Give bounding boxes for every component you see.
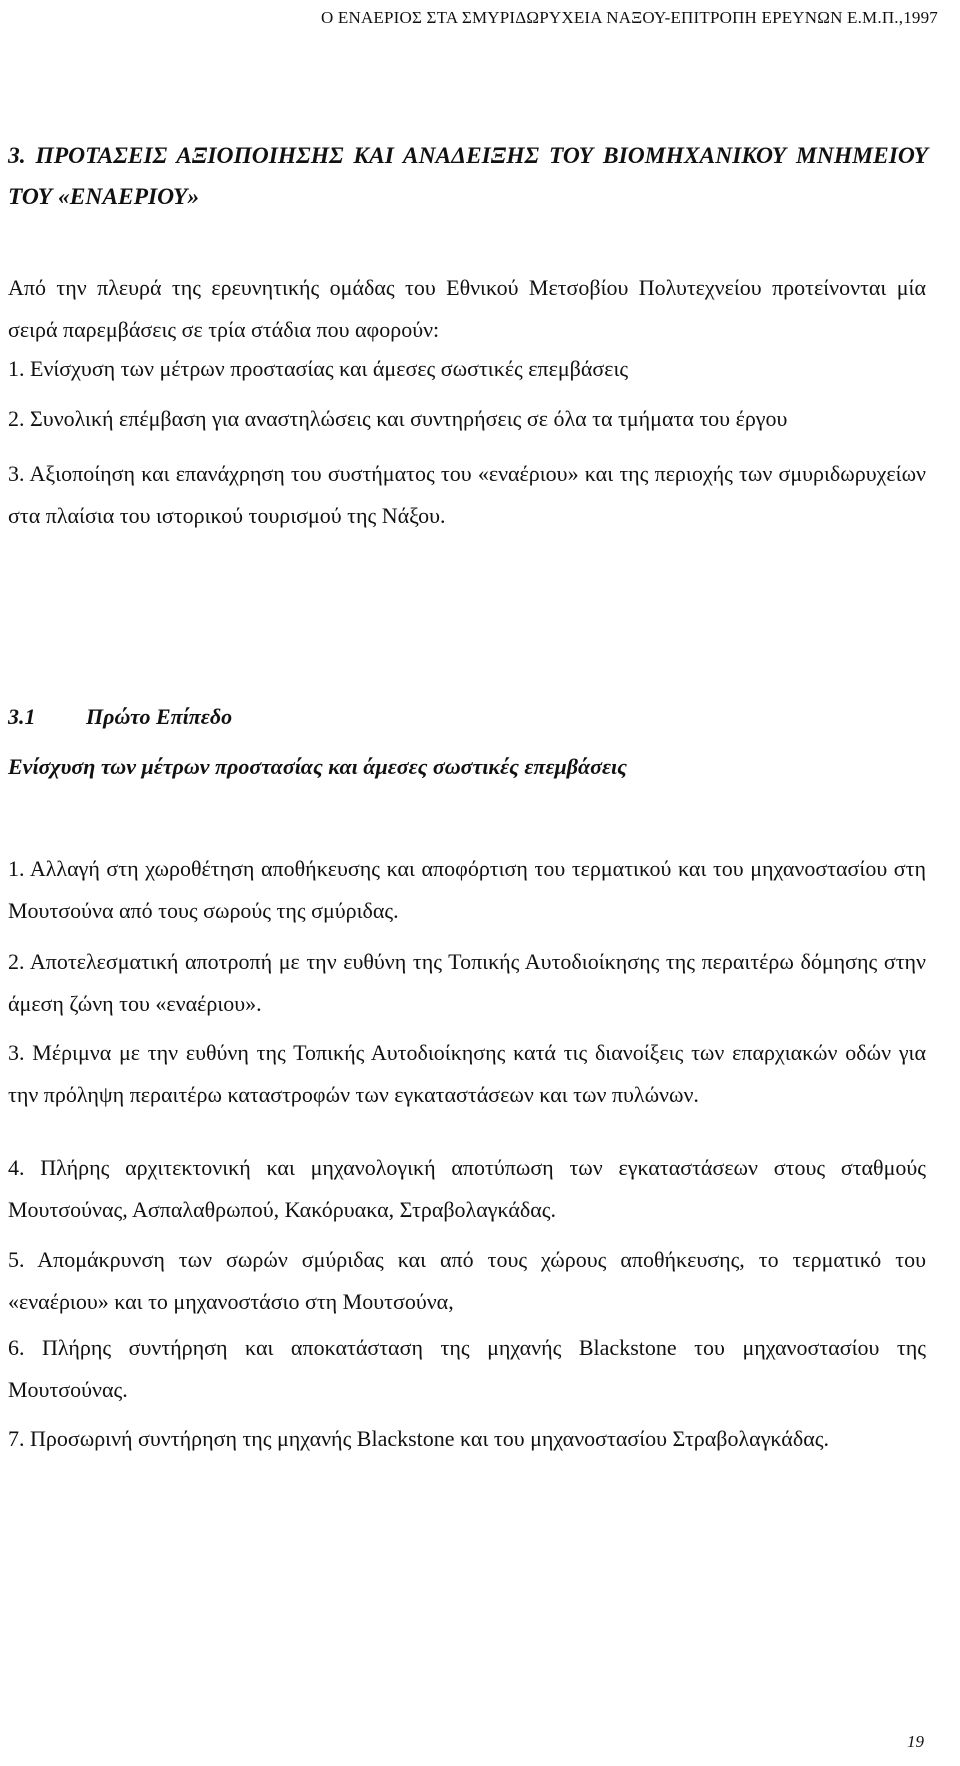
measure-item-2: 2. Αποτελεσματική αποτροπή με την ευθύνη της Τοπικής Αυτοδιοίκησης της περαιτέρω δόμησης στην άμεση ζώνη του «εναέριου». bbox=[8, 949, 926, 1016]
subsection-title: Πρώτο Επίπεδο bbox=[86, 704, 233, 729]
subsection-number: 3.1 bbox=[8, 704, 36, 729]
subsection-subtitle: Ενίσχυση των μέτρων προστασίας και άμεσες σωστικές επεμβάσεις bbox=[8, 754, 627, 779]
measure-item-7: 7. Προσωρινή συντήρηση της μηχανής Blackstone και του μηχανοστασίου Στραβολαγκάδας. bbox=[8, 1426, 829, 1451]
measure-item-3: 3. Μέριμνα με την ευθύνη της Τοπικής Αυτοδιοίκησης κατά τις διανοίξεις των επαρχιακών οδών για την πρόληψη περαιτέρω καταστροφών των εγκαταστάσεων και των πυλώνων. bbox=[8, 1040, 926, 1107]
stage-item-3: 3. Αξιοποίηση και επανάχρηση του συστήματος του «εναέριου» και της περιοχής των σμυριδωρυχείων στα πλαίσια του ιστορικού τουρισμού της Νάξου. bbox=[8, 461, 926, 528]
running-header: Ο ΕΝΑΕΡΙΟΣ ΣΤΑ ΣΜΥΡΙΔΩΡΥΧΕΙΑ ΝΑΞΟΥ-ΕΠΙΤΡΟΠΗ ΕΡΕΥΝΩΝ Ε.Μ.Π.,1997 bbox=[320, 8, 938, 27]
page-number: 19 bbox=[907, 1732, 924, 1751]
measure-item-4: 4. Πλήρης αρχιτεκτονική και μηχανολογική αποτύπωση των εγκαταστάσεων στους σταθμούς Μουτσούνας, Ασπαλαθρωπού, Κακόρυακα, Στραβολαγκάδας. bbox=[8, 1155, 926, 1222]
measure-item-1: 1. Αλλαγή στη χωροθέτηση αποθήκευσης και αποφόρτιση του τερματικού και του μηχανοστασίου στη Μουτσούνα από τους σωρούς της σμύριδας. bbox=[8, 856, 926, 923]
stage-item-2: 2. Συνολική επέμβαση για αναστηλώσεις και συντηρήσεις σε όλα τα τμήματα του έργου bbox=[8, 406, 788, 431]
section-title: 3. ΠΡΟΤΑΣΕΙΣ ΑΞΙΟΠΟΙΗΣΗΣ ΚΑΙ ΑΝΑΔΕΙΞΗΣ ΤΟΥ ΒΙΟΜΗΧΑΝΙΚΟΥ ΜΝΗΜΕΙΟΥ ΤΟΥ «ΕΝΑΕΡΙΟΥ» bbox=[8, 143, 928, 210]
measure-item-6: 6. Πλήρης συντήρηση και αποκατάσταση της μηχανής Blackstone του μηχανοστασίου της Μουτσούνας. bbox=[8, 1335, 926, 1402]
stage-item-1: 1. Ενίσχυση των μέτρων προστασίας και άμεσες σωστικές επεμβάσεις bbox=[8, 356, 629, 381]
subsection-heading bbox=[8, 702, 232, 732]
intro-paragraph: Από την πλευρά της ερευνητικής ομάδας του Εθνικού Μετσοβίου Πολυτεχνείου προτείνονται μία σειρά παρεμβάσεις σε τρία στάδια που αφορούν: bbox=[8, 275, 926, 342]
measure-item-5: 5. Απομάκρυνση των σωρών σμύριδας και από τους χώρους αποθήκευσης, το τερματικό του «εναέριου» και το μηχανοστάσιο στη Μουτσούνα, bbox=[8, 1247, 926, 1314]
